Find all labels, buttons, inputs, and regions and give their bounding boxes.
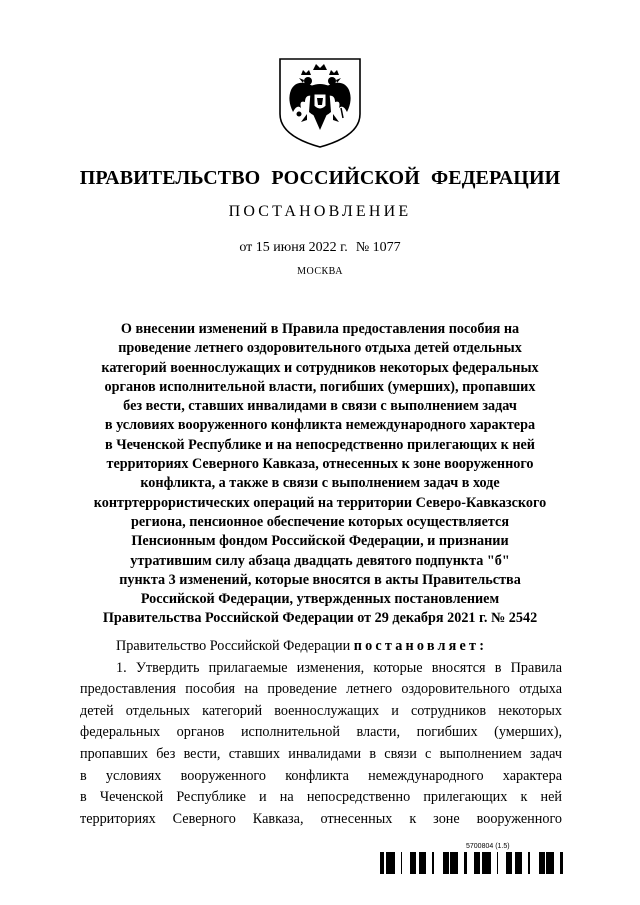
subject-line: в условиях вооруженного конфликта немеждународного характера — [104, 417, 536, 434]
barcode-code: 5700804 (1.5) — [466, 843, 510, 850]
body-line: в Чеченской Республике и на непосредственно прилегающих к ней — [80, 789, 562, 806]
document-date-line — [0, 240, 640, 256]
subject-line: Российской Федерации, утвержденных постановлением — [140, 591, 500, 608]
subject-line: контртеррористических операций на территории Северо-Кавказского — [93, 494, 547, 511]
body-line: детей отдельных категорий военнослужащих и сотрудников некоторых — [80, 702, 562, 719]
subject-line: органов исполнительной власти, погибших (умерших), пропавших — [104, 378, 536, 395]
subject-line: Правительства Российской Федерации от 29 декабря 2021 г. № 2542 — [102, 610, 538, 627]
russian-coat-of-arms-icon — [277, 56, 363, 150]
government-title: ПРАВИТЕЛЬСТВО РОССИЙСКОЙ ФЕДЕРАЦИИ — [79, 167, 561, 189]
document-number: № 1077 — [355, 240, 401, 255]
body-line: территориях Северного Кавказа, отнесенных к зоне вооруженного — [80, 810, 562, 827]
decree-word: постановляет: — [353, 638, 488, 654]
document-place: МОСКВА — [297, 266, 343, 277]
subject-line: территориях Северного Кавказа, отнесенных к зоне вооруженного — [106, 456, 534, 473]
subject-line: без вести, ставших инвалидами в связи с выполнением задач — [123, 398, 517, 415]
body-line: федеральных органов исполнительной власти, погибших (умерших), — [80, 724, 562, 741]
body-line: предоставления пособия на проведение летнего оздоровительного отдыха — [80, 681, 562, 698]
subject-line: пункта 3 изменений, которые вносятся в акты Правительства — [119, 571, 521, 588]
body-line: в условиях вооруженного конфликта немеждународного характера — [80, 767, 562, 784]
preamble-text: Правительство Российской Федерации — [116, 638, 351, 654]
subject-line: утратившим силу абзаца двадцать девятого подпункта "б" — [130, 552, 510, 569]
document-subject — [70, 320, 570, 629]
document-body — [80, 636, 562, 830]
document-type: ПОСТАНОВЛЕНИЕ — [228, 203, 412, 220]
body-line: 1. Утвердить прилагаемые изменения, которые вносятся в Правила — [116, 659, 562, 676]
barcode-icon — [380, 852, 566, 874]
subject-line: Пенсионным фондом Российской Федерации, и признании — [131, 533, 509, 550]
subject-line: конфликта, а также в связи с выполнением задач в ходе — [140, 475, 500, 492]
preamble-line — [80, 636, 562, 658]
subject-line: категорий военнослужащих и сотрудников некоторых федеральных — [101, 359, 539, 376]
subject-line: проведение летнего оздоровительного отдыха детей отдельных — [118, 340, 522, 357]
subject-line: О внесении изменений в Правила предоставления пособия на — [120, 321, 520, 337]
subject-line: в Чеченской Республике и на непосредственно прилегающих к ней — [104, 436, 535, 453]
body-line: пропавших без вести, ставших инвалидами в связи с выполнением задач — [80, 745, 562, 762]
document-date: от 15 июня 2022 г. — [239, 240, 348, 255]
subject-line: региона, пенсионное обеспечение которых осуществляется — [130, 513, 510, 530]
